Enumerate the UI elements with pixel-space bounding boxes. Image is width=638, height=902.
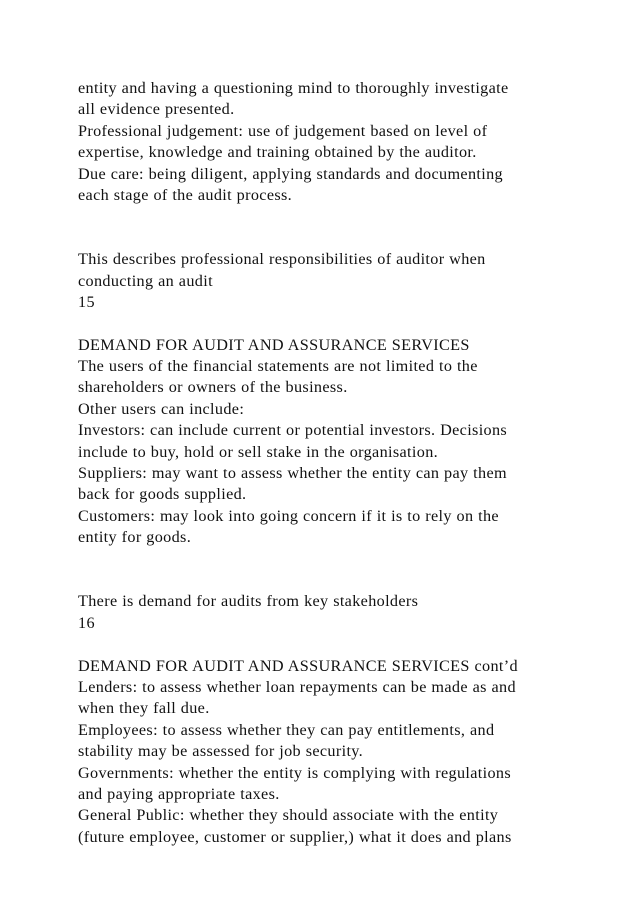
text-line: include to buy, hold or sell stake in the organisation.	[78, 442, 439, 461]
text-line: Investors: can include current or potential investors. Decisions	[78, 421, 508, 440]
text-line: Customers: may look into going concern if it is to rely on the	[78, 506, 499, 525]
document-text	[78, 78, 618, 848]
text-line: back for goods supplied.	[78, 485, 247, 504]
text-line: General Public: whether they should associate with the entity	[78, 806, 499, 825]
text-line: and paying appropriate taxes.	[78, 784, 280, 803]
blank-line	[78, 206, 618, 227]
text-line: entity and having a questioning mind to thoroughly investigate	[78, 79, 509, 97]
blank-line	[78, 634, 618, 655]
text-line: Professional judgement: use of judgement based on level of	[78, 121, 488, 140]
text-line: Other users can include:	[78, 399, 245, 418]
page-number: 15	[78, 292, 95, 311]
text-line: Governments: whether the entity is complying with regulations	[78, 763, 512, 782]
text-line: There is demand for audits from key stakeholders	[78, 592, 419, 611]
text-line: Suppliers: may want to assess whether the entity can pay them	[78, 464, 507, 483]
text-line: stability may be assessed for job security.	[78, 742, 364, 761]
section-heading: DEMAND FOR AUDIT AND ASSURANCE SERVICES	[78, 335, 470, 354]
text-line: all evidence presented.	[78, 100, 235, 119]
section-heading: DEMAND FOR AUDIT AND ASSURANCE SERVICES cont’d	[78, 656, 518, 675]
blank-line	[78, 549, 618, 570]
text-line: each stage of the audit process.	[78, 185, 293, 204]
text-line: (future employee, customer or supplier,) what it does and plans	[78, 827, 512, 846]
page-number: 16	[78, 613, 95, 632]
text-line: shareholders or owners of the business.	[78, 378, 348, 397]
text-line: expertise, knowledge and training obtained by the auditor.	[78, 143, 477, 162]
text-line: Employees: to assess whether they can pay entitlements, and	[78, 720, 495, 739]
text-line: Due care: being diligent, applying standards and documenting	[78, 164, 503, 183]
text-line: entity for goods.	[78, 528, 192, 547]
blank-line	[78, 228, 618, 249]
text-line: conducting an audit	[78, 271, 213, 290]
blank-line	[78, 313, 618, 334]
blank-line	[78, 570, 618, 591]
text-line: This describes professional responsibilities of auditor when	[78, 250, 486, 269]
text-line: Lenders: to assess whether loan repayments can be made as and	[78, 677, 516, 696]
text-line: when they fall due.	[78, 699, 210, 718]
text-line: The users of the financial statements are not limited to the	[78, 357, 478, 376]
